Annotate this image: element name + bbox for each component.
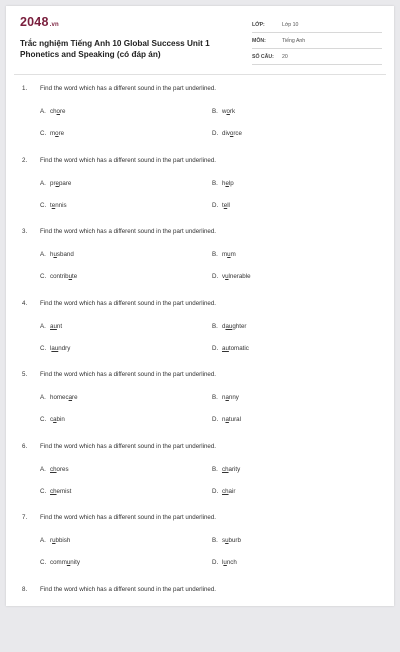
underlined-part: au bbox=[50, 323, 57, 330]
word-part: nnis bbox=[55, 202, 66, 209]
word-part: ghter bbox=[232, 323, 246, 330]
word-part: h bbox=[222, 180, 225, 187]
option-key: D. bbox=[212, 345, 222, 352]
word-part: div bbox=[222, 130, 230, 137]
option-key: C. bbox=[40, 202, 50, 209]
option-word bbox=[222, 488, 235, 495]
underlined-part: ch bbox=[50, 488, 57, 495]
answer-option[interactable] bbox=[40, 323, 62, 330]
option-word bbox=[50, 202, 67, 209]
question-item bbox=[6, 438, 394, 510]
option-key: D. bbox=[212, 488, 222, 495]
question-text: Find the word which has a different sound in the part underlined. bbox=[40, 228, 216, 235]
question-number: 4. bbox=[22, 300, 27, 307]
option-key: C. bbox=[40, 273, 50, 280]
question-text: Find the word which has a different sound in the part underlined. bbox=[40, 300, 216, 307]
option-key: B. bbox=[212, 323, 222, 330]
option-word bbox=[50, 180, 71, 187]
question-item bbox=[6, 223, 394, 295]
option-key: A. bbox=[40, 323, 50, 330]
option-key: B. bbox=[212, 394, 222, 401]
option-word bbox=[50, 108, 66, 115]
option-key: A. bbox=[40, 537, 50, 544]
underlined-part: u bbox=[52, 537, 55, 544]
word-part: re bbox=[60, 108, 66, 115]
option-word bbox=[50, 394, 78, 401]
word-part: arity bbox=[229, 466, 241, 473]
word-part: burb bbox=[229, 537, 241, 544]
word-part: w bbox=[222, 108, 226, 115]
question-number: 1. bbox=[22, 85, 27, 92]
meta-panel bbox=[252, 19, 382, 67]
word-part: n bbox=[222, 416, 225, 423]
answer-option[interactable] bbox=[212, 488, 235, 495]
meta-label: MÔN: bbox=[252, 35, 266, 48]
word-part: nch bbox=[227, 559, 237, 566]
meta-row-subject bbox=[252, 35, 382, 49]
meta-value: Lớp 10 bbox=[282, 19, 298, 32]
answer-option[interactable] bbox=[40, 394, 78, 401]
word-part: m bbox=[231, 251, 236, 258]
option-word bbox=[222, 394, 239, 401]
word-part: t bbox=[222, 202, 224, 209]
word-part: air bbox=[229, 488, 236, 495]
question-item bbox=[6, 509, 394, 581]
underlined-part: a bbox=[225, 416, 228, 423]
option-key: A. bbox=[40, 251, 50, 258]
underlined-part: o bbox=[57, 108, 60, 115]
question-number: 3. bbox=[22, 228, 27, 235]
word-part: s bbox=[222, 537, 225, 544]
option-key: A. bbox=[40, 108, 50, 115]
underlined-part: o bbox=[55, 130, 58, 137]
underlined-part: a bbox=[225, 394, 228, 401]
word-part: v bbox=[222, 273, 225, 280]
site-logo[interactable] bbox=[20, 15, 59, 29]
option-word bbox=[222, 108, 235, 115]
underlined-part: ch bbox=[50, 466, 57, 473]
word-part: t bbox=[50, 202, 52, 209]
word-part: lnerable bbox=[229, 273, 251, 280]
question-item bbox=[6, 581, 394, 652]
meta-label: LỚP: bbox=[252, 19, 265, 32]
option-key: B. bbox=[212, 537, 222, 544]
answer-option[interactable] bbox=[212, 202, 230, 209]
question-text: Find the word which has a different sound in the part underlined. bbox=[40, 157, 216, 164]
word-part: contrib bbox=[50, 273, 69, 280]
underlined-part: u bbox=[225, 537, 228, 544]
answer-option[interactable] bbox=[40, 416, 65, 423]
word-part: lp bbox=[229, 180, 234, 187]
option-word bbox=[50, 323, 62, 330]
option-word bbox=[50, 345, 70, 352]
option-word bbox=[222, 323, 246, 330]
word-part: rk bbox=[230, 108, 235, 115]
answer-option[interactable] bbox=[40, 130, 64, 137]
word-part: ores bbox=[57, 466, 69, 473]
word-part: tural bbox=[229, 416, 241, 423]
answer-option[interactable] bbox=[212, 108, 235, 115]
underlined-part: e bbox=[225, 180, 228, 187]
word-part: homec bbox=[50, 394, 69, 401]
option-key: B. bbox=[212, 466, 222, 473]
option-key: C. bbox=[40, 130, 50, 137]
word-part: ch bbox=[50, 108, 57, 115]
word-part: ndry bbox=[58, 345, 70, 352]
option-word bbox=[222, 416, 241, 423]
question-text: Find the word which has a different sound in the part underlined. bbox=[40, 371, 216, 378]
option-key: A. bbox=[40, 394, 50, 401]
meta-value: Tiếng Anh bbox=[282, 35, 305, 48]
answer-option[interactable] bbox=[212, 273, 251, 280]
option-word bbox=[50, 537, 70, 544]
answer-option[interactable] bbox=[212, 416, 241, 423]
document-title: Trắc nghiệm Tiếng Anh 10 Global Success Unit 1 Phonetics and Speaking (có đáp án) bbox=[20, 39, 220, 60]
word-part: emist bbox=[57, 488, 72, 495]
word-part: tomatic bbox=[229, 345, 249, 352]
question-item bbox=[6, 295, 394, 367]
meta-value: 20 bbox=[282, 51, 288, 64]
underlined-part: u bbox=[67, 559, 70, 566]
word-part: rce bbox=[233, 130, 242, 137]
word-part: nt bbox=[57, 323, 62, 330]
answer-option[interactable] bbox=[212, 180, 234, 187]
option-word bbox=[50, 273, 77, 280]
question-number: 2. bbox=[22, 157, 27, 164]
answer-option[interactable] bbox=[212, 323, 246, 330]
meta-label: SỐ CÂU: bbox=[252, 51, 274, 64]
word-part: nity bbox=[70, 559, 80, 566]
option-word bbox=[50, 466, 69, 473]
option-key: B. bbox=[212, 180, 222, 187]
option-key: D. bbox=[212, 273, 222, 280]
answer-option[interactable] bbox=[40, 488, 71, 495]
underlined-part: o bbox=[230, 130, 233, 137]
question-text: Find the word which has a different sound in the part underlined. bbox=[40, 514, 216, 521]
answer-option[interactable] bbox=[40, 559, 80, 566]
option-word bbox=[50, 416, 65, 423]
answer-option[interactable] bbox=[40, 537, 70, 544]
option-word bbox=[222, 345, 249, 352]
option-key: D. bbox=[212, 559, 222, 566]
option-key: B. bbox=[212, 108, 222, 115]
option-key: B. bbox=[212, 251, 222, 258]
question-text: Find the word which has a different sound in the part underlined. bbox=[40, 586, 216, 593]
underlined-part: u bbox=[227, 251, 230, 258]
header-divider bbox=[14, 74, 386, 75]
word-part: pr bbox=[50, 180, 56, 187]
word-part: bbish bbox=[56, 537, 71, 544]
word-part: nny bbox=[229, 394, 239, 401]
question-item bbox=[6, 80, 394, 152]
answer-option[interactable] bbox=[212, 537, 241, 544]
option-key: D. bbox=[212, 416, 222, 423]
word-part: l bbox=[50, 345, 51, 352]
underlined-part: au bbox=[225, 323, 232, 330]
option-word bbox=[222, 273, 251, 280]
underlined-part: e bbox=[56, 180, 59, 187]
answer-option[interactable] bbox=[40, 180, 71, 187]
option-word bbox=[222, 537, 241, 544]
answer-option[interactable] bbox=[212, 466, 240, 473]
answer-option[interactable] bbox=[212, 345, 249, 352]
answer-option[interactable] bbox=[212, 394, 239, 401]
option-word bbox=[222, 202, 230, 209]
question-list bbox=[6, 80, 394, 652]
option-word bbox=[222, 251, 236, 258]
answer-option[interactable] bbox=[40, 202, 67, 209]
word-part: pare bbox=[59, 180, 71, 187]
option-key: D. bbox=[212, 202, 222, 209]
underlined-part: ch bbox=[222, 466, 229, 473]
question-item bbox=[6, 152, 394, 224]
answer-option[interactable] bbox=[40, 251, 74, 258]
option-word bbox=[222, 180, 234, 187]
answer-option[interactable] bbox=[212, 130, 242, 137]
option-word bbox=[50, 251, 74, 258]
underlined-part: a bbox=[69, 394, 72, 401]
meta-row-class bbox=[252, 19, 382, 33]
word-part: re bbox=[72, 394, 78, 401]
underlined-part: o bbox=[226, 108, 229, 115]
option-key: A. bbox=[40, 466, 50, 473]
underlined-part: e bbox=[224, 202, 227, 209]
underlined-part: u bbox=[69, 273, 72, 280]
underlined-part: au bbox=[222, 345, 229, 352]
word-part: bin bbox=[57, 416, 65, 423]
question-number: 7. bbox=[22, 514, 27, 521]
word-part: n bbox=[222, 394, 225, 401]
question-number: 6. bbox=[22, 443, 27, 450]
option-key: A. bbox=[40, 180, 50, 187]
meta-row-count bbox=[252, 51, 382, 65]
underlined-part: u bbox=[53, 251, 56, 258]
answer-option[interactable] bbox=[40, 345, 70, 352]
option-key: C. bbox=[40, 488, 50, 495]
underlined-part: u bbox=[223, 559, 226, 566]
underlined-part: a bbox=[53, 416, 56, 423]
word-part: comm bbox=[50, 559, 67, 566]
answer-option[interactable] bbox=[40, 273, 77, 280]
underlined-part: au bbox=[51, 345, 58, 352]
option-word bbox=[50, 488, 71, 495]
logo-suffix: .vn bbox=[50, 22, 59, 28]
answer-option[interactable] bbox=[40, 108, 66, 115]
word-part: sband bbox=[57, 251, 74, 258]
option-word bbox=[222, 559, 237, 566]
answer-option[interactable] bbox=[212, 251, 236, 258]
word-part: m bbox=[50, 130, 55, 137]
answer-option[interactable] bbox=[212, 559, 237, 566]
option-key: C. bbox=[40, 416, 50, 423]
underlined-part: u bbox=[225, 273, 228, 280]
question-text: Find the word which has a different sound in the part underlined. bbox=[40, 85, 216, 92]
question-number: 8. bbox=[22, 586, 27, 593]
option-word bbox=[50, 559, 80, 566]
word-part: te bbox=[72, 273, 77, 280]
word-part: c bbox=[50, 416, 53, 423]
question-item bbox=[6, 366, 394, 438]
option-key: C. bbox=[40, 345, 50, 352]
word-part: ll bbox=[227, 202, 230, 209]
question-text: Find the word which has a different sound in the part underlined. bbox=[40, 443, 216, 450]
worksheet-header bbox=[6, 6, 394, 70]
underlined-part: ch bbox=[222, 488, 229, 495]
word-part: l bbox=[222, 559, 223, 566]
word-part: h bbox=[50, 251, 53, 258]
question-number: 5. bbox=[22, 371, 27, 378]
option-word bbox=[50, 130, 64, 137]
logo-text: 2048 bbox=[20, 15, 49, 29]
answer-option[interactable] bbox=[40, 466, 69, 473]
option-word bbox=[222, 130, 242, 137]
option-word bbox=[222, 466, 240, 473]
option-key: C. bbox=[40, 559, 50, 566]
worksheet-page bbox=[6, 6, 394, 606]
word-part: re bbox=[59, 130, 65, 137]
word-part: d bbox=[222, 323, 225, 330]
word-part: m bbox=[222, 251, 227, 258]
option-key: D. bbox=[212, 130, 222, 137]
underlined-part: e bbox=[52, 202, 55, 209]
word-part: r bbox=[50, 537, 52, 544]
